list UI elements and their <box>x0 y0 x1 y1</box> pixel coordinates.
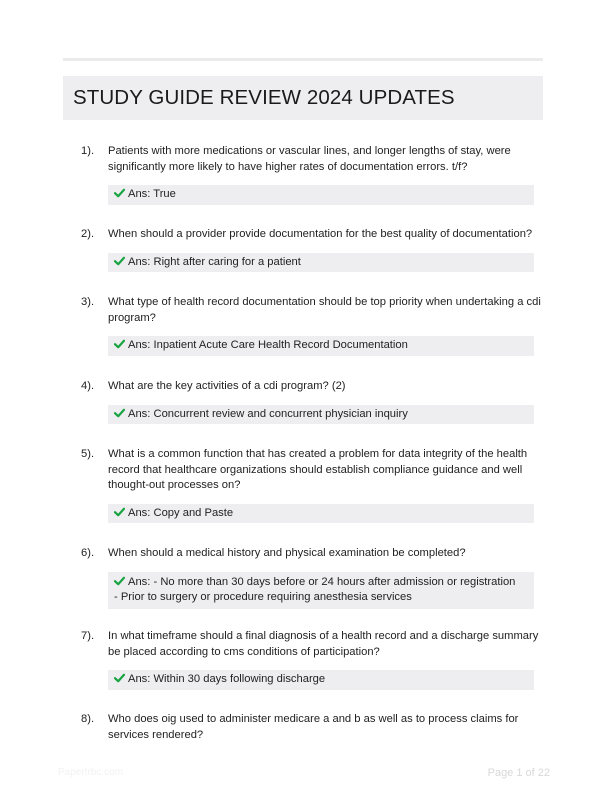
question-text: In what timeframe should a final diagnosis of a health record and a discharge summary be placed according to cms conditions of participation? <box>108 630 539 658</box>
question-text: When should a provider provide documentation for the best quality of documentation? <box>108 228 533 240</box>
page-number: Page 1 of 22 <box>487 767 550 779</box>
question-item <box>63 379 543 424</box>
question-number: 7). <box>81 630 95 642</box>
answer-text: Ans: Within 30 days following discharge <box>128 673 326 685</box>
question-number: 1). <box>81 145 95 157</box>
question-text: What type of health record documentation should be top priority when undertaking a cdi program? <box>108 296 541 324</box>
checkmark-icon <box>114 256 125 266</box>
footer-watermark: Papertrbc.com <box>58 767 124 778</box>
answer-box <box>108 572 534 609</box>
answer-text: Ans: Inpatient Acute Care Health Record Documentation <box>128 339 408 351</box>
question-item <box>63 629 543 690</box>
question-number: 3). <box>81 296 95 308</box>
answer-text: Ans: True <box>128 188 176 200</box>
checkmark-icon <box>114 188 125 198</box>
question-number: 5). <box>81 448 95 460</box>
title-banner <box>63 76 543 120</box>
question-item <box>63 546 543 609</box>
question-item <box>63 227 543 272</box>
question-number: 8). <box>81 713 95 725</box>
question-text: Patients with more medications or vascular lines, and longer lengths of stay, were significantly more likely to have higher rates of documentation errors. t/f? <box>108 145 511 173</box>
question-item <box>63 295 543 356</box>
question-number: 6). <box>81 547 95 559</box>
answer-text: Ans: Copy and Paste <box>128 506 234 519</box>
question-text: When should a medical history and physical examination be completed? <box>108 547 466 559</box>
answer-box <box>108 405 534 425</box>
answer-box <box>108 670 534 690</box>
answer-box <box>108 185 534 205</box>
answer-text: Ans: Concurrent review and concurrent physician inquiry <box>128 407 408 420</box>
question-item <box>63 447 543 523</box>
question-item <box>63 712 543 743</box>
answer-text: Ans: Right after caring for a patient <box>128 255 301 268</box>
checkmark-icon <box>114 408 125 418</box>
answer-box <box>108 504 534 524</box>
question-number: 2). <box>81 228 95 240</box>
question-text: What are the key activities of a cdi program? (2) <box>108 380 346 392</box>
answer-text: Ans: - No more than 30 days before or 24 hours after admission or registration <box>128 575 516 588</box>
question-number: 4). <box>81 380 95 392</box>
document-title: STUDY GUIDE REVIEW 2024 UPDATES <box>73 86 455 109</box>
answer-box <box>108 336 534 356</box>
answer-box <box>108 253 534 273</box>
checkmark-icon <box>114 339 125 349</box>
checkmark-icon <box>114 507 125 517</box>
question-text: Who does oig used to administer medicare a and b as well as to process claims for services rendered? <box>108 713 519 741</box>
question-item <box>63 144 543 205</box>
top-divider <box>63 58 543 61</box>
answer-text-line-2: - Prior to surgery or procedure requiring anesthesia services <box>114 591 412 603</box>
question-text: What is a common function that has created a problem for data integrity of the health record that healthcare organizations should establish compliance guidance and well thought-out processes on? <box>108 448 528 491</box>
checkmark-icon <box>114 576 125 586</box>
checkmark-icon <box>114 673 125 683</box>
